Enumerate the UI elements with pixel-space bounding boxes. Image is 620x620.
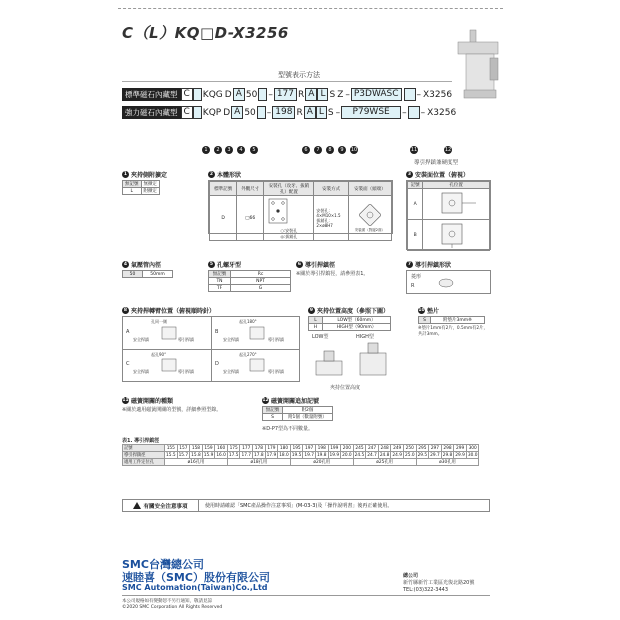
num-3: 3 xyxy=(225,146,233,154)
num-5: 5 xyxy=(250,146,258,154)
block-8-panel: A C B D 孔同一側 安全捍鎮 導引捍鎮 起孔180° 安全捍鎮 導引捍鎮 起孔90° 安全捍鎮 導引捍鎮 起孔270° 安全捍鎮 導引捍鎮 xyxy=(122,316,300,382)
top-dashed-line xyxy=(118,8,503,9)
dash3: – xyxy=(402,107,407,118)
lead-dim-cell: 15.8 xyxy=(191,452,201,458)
block-6-note: ※關於導引捍鎮徑，請參照表1。 xyxy=(296,271,369,277)
lead-dim-cell: 24.5 xyxy=(354,452,365,458)
diamond-pin-diagram xyxy=(437,274,455,292)
company-name-1: SMC台灣總公司 xyxy=(122,558,204,571)
lead-code-cell: 250 xyxy=(403,445,416,452)
lead-dim-cell: 29.7 xyxy=(430,452,440,458)
num-8: 8 xyxy=(326,146,334,154)
dash4: – xyxy=(420,107,426,118)
block-3-panel: 記號 孔位置 A B xyxy=(406,180,491,250)
lead-code-cell: 177 xyxy=(240,445,253,452)
num-1: 1 xyxy=(202,146,210,154)
lead-code-cell: 160 xyxy=(215,445,228,452)
s-text: S xyxy=(327,107,334,118)
num-10: 10 xyxy=(350,147,358,153)
lead-dim-cell: 18.0 xyxy=(279,452,289,458)
lead-dim-cell: 19.7 xyxy=(304,452,314,458)
dash3: – xyxy=(416,89,422,100)
lead-dim-cell: 19.5 xyxy=(291,452,302,458)
contact-info: 總公司 新竹縣新竹工業區光復北路20號 TEL:(03)322-3443 xyxy=(403,573,475,593)
arm-a-diagram xyxy=(159,325,179,341)
lead-dim-cell: 20.0 xyxy=(342,452,352,458)
a-box: A xyxy=(231,106,243,119)
clamp-height-diagram xyxy=(308,339,398,379)
lead-code-cell: 195 xyxy=(290,445,303,452)
lead-dim-cell: 17.5 xyxy=(228,452,239,458)
lead-pin-table: 記號 155 157 158 159 160 175 177 178 179 180 195 197 198 199 200 245 247 248 249 250 295 297 298 299 300 導引捍鎮徑 15.5 15.7 15.8 15.9 16.0 17.5 17.7 17.8 17.9 18.0 19.5 19.7 19.8 19.9 20.0 24.5 24.7 24.8 24.9 25.0 29.5 29.7 29.8 29.9 30.0 適用工件定位孔 ø16孔用 ø18孔用 ø20孔用 ø25孔用 ø30孔用 xyxy=(124,445,478,465)
r-text: R xyxy=(296,107,303,118)
lead-dim-cell: 19.9 xyxy=(329,452,340,458)
model-row-strong xyxy=(122,106,457,119)
block-9-table: L LOW型（60mm） H HIGH型（90mm） xyxy=(308,316,391,331)
s-text: S xyxy=(329,89,336,100)
lead-code-cell: 178 xyxy=(253,445,266,452)
lead-note: 導引捍鎮兼硬度型 xyxy=(414,160,459,166)
dash-text: – xyxy=(266,107,272,118)
num-4: 4 xyxy=(237,146,245,154)
section-title: 型號表示方法 xyxy=(278,71,320,79)
lead-code-cell: 180 xyxy=(278,445,291,452)
lead-code-cell: 175 xyxy=(227,445,240,452)
block-12-title: 12 磁簧開關追加記號 xyxy=(262,398,320,405)
arm-b-diagram xyxy=(159,357,179,373)
switch-add-box xyxy=(404,88,416,101)
arm-d-diagram xyxy=(247,357,267,373)
num-11: 11 xyxy=(410,147,418,153)
block-1-title: 1 夾持側附擴定 xyxy=(123,172,168,179)
position-b-diagram xyxy=(428,220,484,248)
lead-code-cell: 197 xyxy=(303,445,316,452)
prefix-box: C xyxy=(181,88,193,101)
bore-text: 50 xyxy=(244,107,256,118)
lead-code-cell: 297 xyxy=(429,445,442,452)
table1-title: 表1. 導引捍鎮徑 xyxy=(122,438,160,444)
lead-dim-cell: 30.0 xyxy=(467,452,478,458)
lead-box: 198 xyxy=(272,106,295,119)
option-box xyxy=(193,88,202,101)
model-row-standard xyxy=(122,88,453,101)
page-title: C（L）KQ□D-X3256 xyxy=(122,24,289,42)
lead-dim-cell: 17.8 xyxy=(254,452,264,458)
high-type-label: HIGH型 xyxy=(356,334,374,340)
catalog-page xyxy=(118,8,503,612)
block-12-note: ※D-P7型為不同數量。 xyxy=(262,426,314,432)
series-text: KQP xyxy=(202,107,222,118)
company-name-2: 速睦喜（SMC）股份有限公司 xyxy=(122,571,270,584)
block-5-table: 無記號 Rc TN NPT TF G xyxy=(208,270,291,292)
footer-divider xyxy=(122,595,490,596)
a-box: A xyxy=(233,88,245,101)
lead-code-cell: 179 xyxy=(265,445,278,452)
dash-text: – xyxy=(268,89,273,100)
block-12-table: 無記號 附2個 S 附1個（數量附號） xyxy=(262,406,333,421)
block-5-title: 5 孔螺牙型 xyxy=(209,262,242,269)
lead-dim-cell: 25.0 xyxy=(404,452,415,458)
lead-table-header: 記號 xyxy=(123,445,165,452)
lead-code-cell: 158 xyxy=(190,445,203,452)
height-caption: 夾持位置高度 xyxy=(330,385,361,391)
num-7: 7 xyxy=(314,146,322,154)
block-11-title: 11 磁簧開關的種類 xyxy=(122,398,174,405)
low-type-label: LOW型 xyxy=(312,334,329,340)
lead-code-cell: 298 xyxy=(441,445,454,452)
dash2: – xyxy=(345,89,350,100)
warning-icon xyxy=(133,502,141,509)
tail-text: X3256 xyxy=(427,107,457,118)
safety-notice: 有關安全注意事項 使用時請確認「SMC產品操作注意事項」(M-03-3)及「操作說明書」後再正確使用。 xyxy=(122,499,490,512)
lead-dim-cell: 24.8 xyxy=(379,452,390,458)
block-7-panel: 菱形 R xyxy=(406,270,491,294)
prefix-box: C xyxy=(181,106,193,119)
thread-box xyxy=(257,106,266,119)
switch-add-box xyxy=(408,106,420,119)
lead-dim-cell: 29.8 xyxy=(442,452,453,458)
r-text: R xyxy=(298,89,305,100)
z-text: Z xyxy=(337,89,344,100)
copyright: ©2020 SMC Corporation All Rights Reserved xyxy=(122,605,223,610)
lead-dim-cell: 17.9 xyxy=(266,452,277,458)
lead-code-cell: 247 xyxy=(366,445,379,452)
series-text: KQG xyxy=(202,89,223,100)
block-10-table: S 附墊片3mm※ xyxy=(418,316,485,324)
lead-code-cell: 245 xyxy=(353,445,366,452)
d-text: D xyxy=(224,89,232,100)
lead-dim-cell: 29.9 xyxy=(455,452,465,458)
block-4-title: 4 氣壓管內徑 xyxy=(123,262,162,269)
section-divider xyxy=(122,81,452,82)
tail-text: X3256 xyxy=(423,89,453,100)
footer-note: 本公司規格如有變動恕不另行通知，敬請見諒 xyxy=(122,599,212,604)
lead-dim-cell: 15.5 xyxy=(166,452,176,458)
lead-code-cell: 199 xyxy=(328,445,341,452)
bore-text: 50 xyxy=(245,89,258,100)
block-10-note: ※墊片1mm有2片，0.5mm有2片，共計3mm。 xyxy=(418,326,488,337)
lead-code-cell: 200 xyxy=(341,445,354,452)
block-7-title: 7 導引捍鎮形狀 xyxy=(407,262,452,269)
lead-code-cell: 159 xyxy=(202,445,215,452)
lead-dim-cell: 24.7 xyxy=(367,452,377,458)
arm-c-diagram xyxy=(247,325,267,341)
block-8-title: 8 夾持捍轉臂位置（俯視順時針） xyxy=(123,308,216,315)
num-2: 2 xyxy=(214,146,222,154)
block-4-table: 50 50mm xyxy=(122,270,173,278)
lead-dim-cell: 15.9 xyxy=(203,452,214,458)
switch-box: P79WSE xyxy=(341,106,401,119)
lead-code-cell: 157 xyxy=(177,445,190,452)
d-text: D xyxy=(223,107,231,118)
lead-dim-cell: 24.9 xyxy=(392,452,402,458)
model-row-label: 標準磁石內藏型 xyxy=(122,88,181,101)
option-box xyxy=(193,106,202,119)
dash2: – xyxy=(335,107,341,118)
block-1-table: 無記號 無擴定 L 附擴定 xyxy=(122,180,160,195)
model-row-label: 強力磁石內藏型 xyxy=(122,106,181,119)
block-3-title: 3 安裝面位置（俯視） xyxy=(407,172,470,179)
a2-box: A xyxy=(304,106,316,119)
lead-dim-header: 導引捍鎮徑 xyxy=(123,452,165,459)
lead-code-cell: 300 xyxy=(466,445,479,452)
l-box: L xyxy=(316,106,327,119)
thread-box xyxy=(258,88,267,101)
lead-dim-cell: 17.7 xyxy=(241,452,252,458)
mount-hole-diagram xyxy=(267,196,311,226)
block-6-title: 6 導引捍鎮徑 xyxy=(297,262,336,269)
lead-box: 177 xyxy=(274,88,297,101)
lead-code-cell: 299 xyxy=(454,445,467,452)
block-11-note: ※關於適用磁簧開關的型號，詳細參照型錄。 xyxy=(122,407,222,413)
num-12: 12 xyxy=(444,147,452,153)
lead-dim-cell: 15.7 xyxy=(178,452,189,458)
lead-code-cell: 248 xyxy=(378,445,391,452)
lead-code-cell: 155 xyxy=(165,445,178,452)
company-name-en: SMC Automation(Taiwan)Co.,Ltd xyxy=(122,583,268,592)
block-10-title: 10 墊片 xyxy=(418,308,440,315)
lead-dim-cell: 19.8 xyxy=(316,452,327,458)
lead-code-cell: 249 xyxy=(391,445,404,452)
lead-code-cell: 295 xyxy=(416,445,429,452)
cylinder-product-image xyxy=(456,28,506,103)
block-2-title: 2 本體形狀 xyxy=(209,172,242,179)
lead-code-cell: 198 xyxy=(315,445,328,452)
block-9-title: 9 夾持位置高度（參照下圖） xyxy=(309,308,390,315)
lead-dim-cell: 29.5 xyxy=(417,452,428,458)
num-9: 9 xyxy=(338,146,346,154)
l-box: L xyxy=(317,88,328,101)
position-a-diagram xyxy=(428,189,484,217)
switch-box: P3DWASC xyxy=(351,88,402,101)
mount-face-diagram xyxy=(359,204,381,226)
a2-box: A xyxy=(305,88,317,101)
lead-dim-cell: 16.0 xyxy=(216,452,226,458)
num-6: 6 xyxy=(302,146,310,154)
block-2-panel: 標準記號 外觀尺寸 安裝孔（攻牙、拔銷孔）配置 安裝方式 安裝面（頭端） D □66 ○:安裝孔 ◎:拔銷孔 安裝孔： 4×M10×1.5 拔銷孔： 2×ø8H7 安裝面（對邊2面） xyxy=(208,180,393,234)
